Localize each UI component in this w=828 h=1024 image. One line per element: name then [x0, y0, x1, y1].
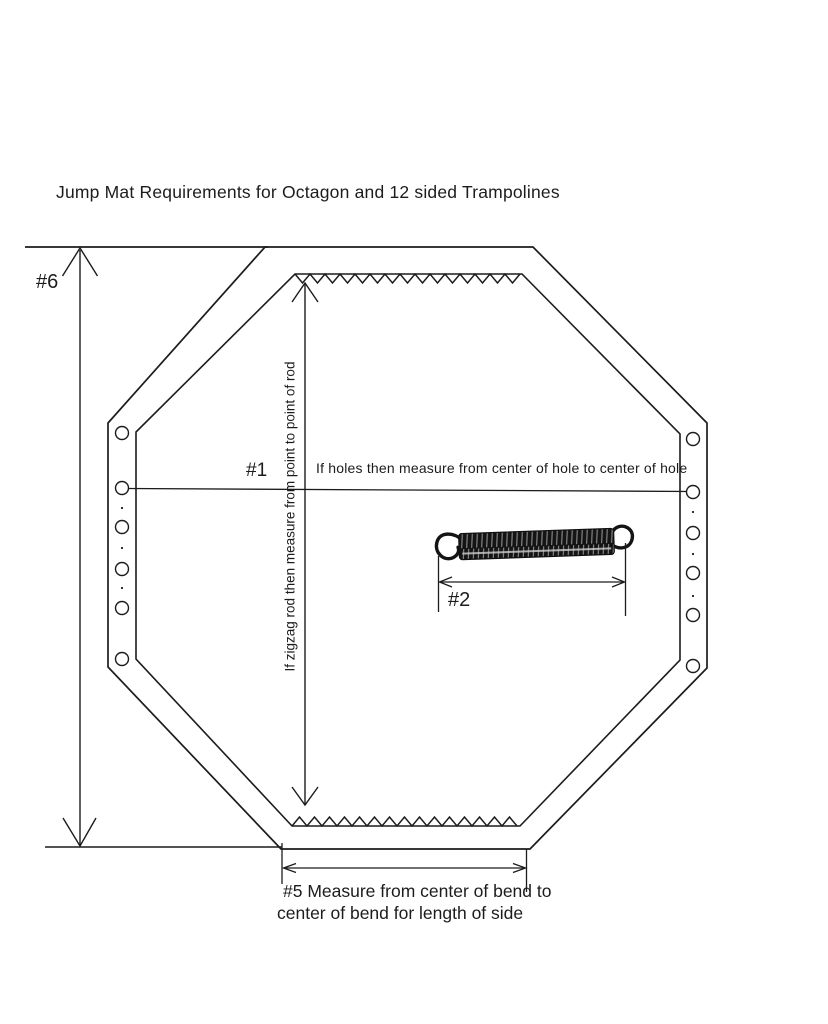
dim-label-2: #2: [448, 589, 471, 611]
holes-left-column: [116, 427, 129, 666]
dim-6-overall-height: [25, 247, 282, 847]
spring-illustration: [436, 526, 633, 561]
dim-label-5-line1: #5 Measure from center of bend to: [283, 881, 552, 901]
zigzag-instruction: If zigzag rod then measure from point to point of rod: [282, 361, 298, 672]
zigzag-rod-bottom: [292, 817, 517, 826]
dim-label-1: #1: [246, 460, 268, 481]
dim-label-6: #6: [36, 271, 59, 293]
dim-label-5-line2: center of bend for length of side: [277, 903, 524, 923]
holes-right-column: [687, 433, 700, 673]
dim-1-hole-to-hole-line: [122, 489, 693, 492]
spring-coil-body: [459, 528, 615, 559]
zigzag-rod-top: [295, 274, 520, 283]
holes-instruction: If holes then measure from center of hole to center of hole: [316, 460, 688, 476]
page-title: Jump Mat Requirements for Octagon and 12 sided Trampolines: [56, 182, 560, 202]
